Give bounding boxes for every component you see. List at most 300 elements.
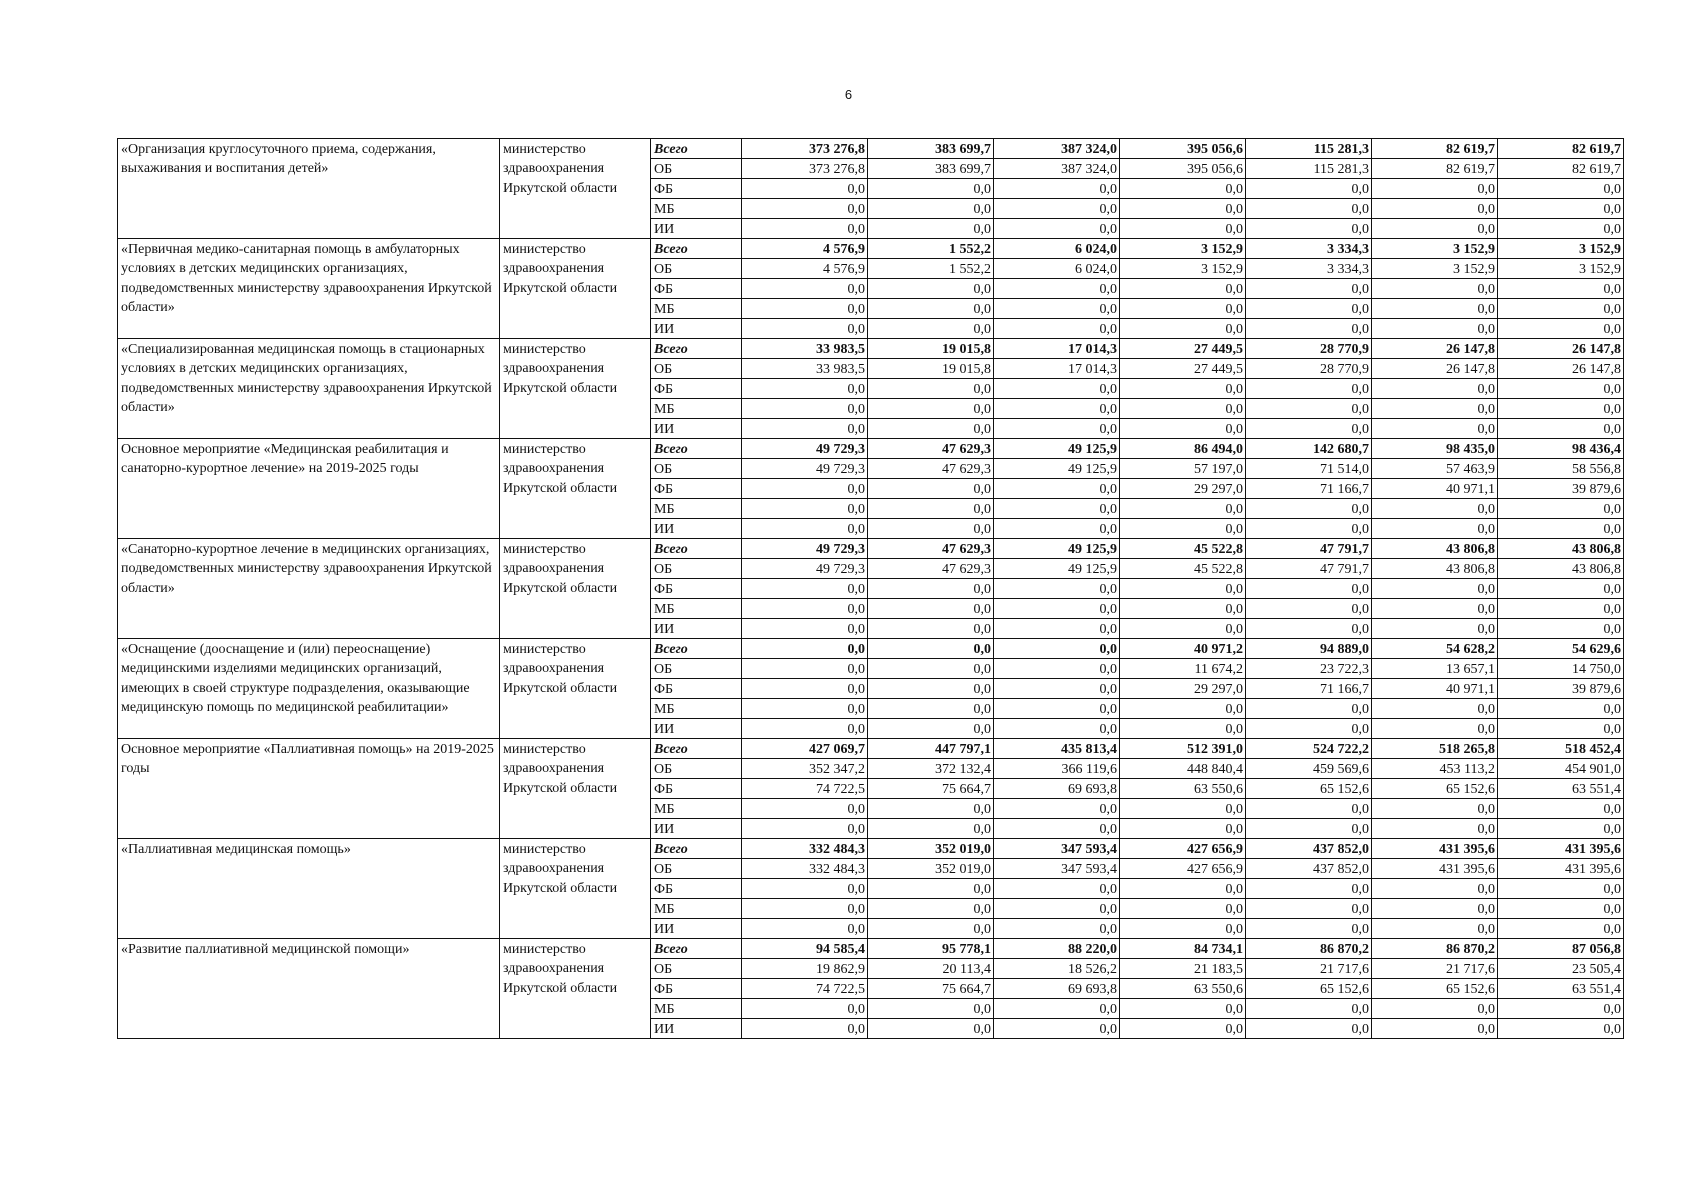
table-row xyxy=(118,839,1624,859)
funding-source: ФБ xyxy=(651,779,742,799)
amount-cell: 0,0 xyxy=(1246,699,1372,719)
amount-cell: 0,0 xyxy=(868,379,994,399)
funding-source: ИИ xyxy=(651,219,742,239)
funding-source: Всего xyxy=(651,339,742,359)
executor-name: министерство здравоохранения Иркутской области xyxy=(500,339,651,439)
amount-cell: 0,0 xyxy=(1246,619,1372,639)
amount-cell: 0,0 xyxy=(1372,519,1498,539)
amount-cell: 0,0 xyxy=(742,179,868,199)
amount-cell: 45 522,8 xyxy=(1120,559,1246,579)
amount-cell: 0,0 xyxy=(742,499,868,519)
budget-table-body xyxy=(118,139,1624,1039)
funding-source: МБ xyxy=(651,399,742,419)
amount-cell: 0,0 xyxy=(994,479,1120,499)
amount-cell: 49 729,3 xyxy=(742,439,868,459)
amount-cell: 524 722,2 xyxy=(1246,739,1372,759)
amount-cell: 0,0 xyxy=(1498,719,1624,739)
amount-cell: 71 514,0 xyxy=(1246,459,1372,479)
amount-cell: 0,0 xyxy=(1120,879,1246,899)
funding-source: ОБ xyxy=(651,259,742,279)
amount-cell: 0,0 xyxy=(1498,199,1624,219)
amount-cell: 0,0 xyxy=(868,899,994,919)
amount-cell: 0,0 xyxy=(1120,379,1246,399)
amount-cell: 0,0 xyxy=(994,719,1120,739)
funding-source: Всего xyxy=(651,939,742,959)
funding-source: МБ xyxy=(651,699,742,719)
amount-cell: 0,0 xyxy=(868,639,994,659)
event-name: Основное мероприятие «Паллиативная помощь» на 2019-2025 годы xyxy=(118,739,500,839)
funding-source: ОБ xyxy=(651,659,742,679)
event-name: «Развитие паллиативной медицинской помощи» xyxy=(118,939,500,1039)
amount-cell: 3 334,3 xyxy=(1246,239,1372,259)
amount-cell: 0,0 xyxy=(1120,299,1246,319)
funding-source: Всего xyxy=(651,539,742,559)
amount-cell: 71 166,7 xyxy=(1246,679,1372,699)
amount-cell: 0,0 xyxy=(1120,819,1246,839)
amount-cell: 0,0 xyxy=(994,299,1120,319)
amount-cell: 49 125,9 xyxy=(994,559,1120,579)
amount-cell: 0,0 xyxy=(742,419,868,439)
funding-source: ИИ xyxy=(651,319,742,339)
amount-cell: 0,0 xyxy=(1498,699,1624,719)
funding-source: Всего xyxy=(651,639,742,659)
amount-cell: 47 629,3 xyxy=(868,439,994,459)
amount-cell: 0,0 xyxy=(1498,919,1624,939)
amount-cell: 0,0 xyxy=(1246,719,1372,739)
amount-cell: 0,0 xyxy=(1246,179,1372,199)
amount-cell: 0,0 xyxy=(868,419,994,439)
amount-cell: 0,0 xyxy=(994,879,1120,899)
amount-cell: 0,0 xyxy=(1120,899,1246,919)
amount-cell: 82 619,7 xyxy=(1372,139,1498,159)
amount-cell: 4 576,9 xyxy=(742,239,868,259)
funding-source: ФБ xyxy=(651,379,742,399)
amount-cell: 49 125,9 xyxy=(994,459,1120,479)
amount-cell: 0,0 xyxy=(1120,619,1246,639)
amount-cell: 0,0 xyxy=(994,679,1120,699)
amount-cell: 94 889,0 xyxy=(1246,639,1372,659)
funding-source: ИИ xyxy=(651,719,742,739)
amount-cell: 431 395,6 xyxy=(1372,839,1498,859)
amount-cell: 65 152,6 xyxy=(1246,979,1372,999)
funding-source: ИИ xyxy=(651,1019,742,1039)
amount-cell: 352 347,2 xyxy=(742,759,868,779)
amount-cell: 0,0 xyxy=(1120,319,1246,339)
amount-cell: 395 056,6 xyxy=(1120,159,1246,179)
amount-cell: 431 395,6 xyxy=(1498,859,1624,879)
funding-source: ОБ xyxy=(651,859,742,879)
amount-cell: 0,0 xyxy=(1246,599,1372,619)
amount-cell: 0,0 xyxy=(868,579,994,599)
amount-cell: 43 806,8 xyxy=(1498,559,1624,579)
amount-cell: 74 722,5 xyxy=(742,779,868,799)
amount-cell: 435 813,4 xyxy=(994,739,1120,759)
amount-cell: 115 281,3 xyxy=(1246,139,1372,159)
funding-source: МБ xyxy=(651,599,742,619)
amount-cell: 0,0 xyxy=(1498,399,1624,419)
amount-cell: 0,0 xyxy=(868,919,994,939)
amount-cell: 74 722,5 xyxy=(742,979,868,999)
amount-cell: 47 629,3 xyxy=(868,559,994,579)
amount-cell: 0,0 xyxy=(994,199,1120,219)
amount-cell: 0,0 xyxy=(742,319,868,339)
amount-cell: 98 435,0 xyxy=(1372,439,1498,459)
amount-cell: 0,0 xyxy=(1498,299,1624,319)
amount-cell: 0,0 xyxy=(868,879,994,899)
event-name: «Первичная медико-санитарная помощь в амбулаторных условиях в детских медицинских организациях, подведомственных министерству здравоохранения Иркутской области» xyxy=(118,239,500,339)
amount-cell: 0,0 xyxy=(994,579,1120,599)
amount-cell: 47 791,7 xyxy=(1246,559,1372,579)
amount-cell: 0,0 xyxy=(742,719,868,739)
funding-source: ФБ xyxy=(651,279,742,299)
amount-cell: 352 019,0 xyxy=(868,839,994,859)
amount-cell: 0,0 xyxy=(1246,299,1372,319)
table-row xyxy=(118,939,1624,959)
amount-cell: 43 806,8 xyxy=(1372,559,1498,579)
amount-cell: 0,0 xyxy=(1246,379,1372,399)
amount-cell: 0,0 xyxy=(1246,519,1372,539)
amount-cell: 0,0 xyxy=(994,399,1120,419)
amount-cell: 19 015,8 xyxy=(868,339,994,359)
amount-cell: 142 680,7 xyxy=(1246,439,1372,459)
amount-cell: 366 119,6 xyxy=(994,759,1120,779)
table-row xyxy=(118,739,1624,759)
amount-cell: 84 734,1 xyxy=(1120,939,1246,959)
amount-cell: 0,0 xyxy=(1120,419,1246,439)
amount-cell: 0,0 xyxy=(1372,279,1498,299)
amount-cell: 0,0 xyxy=(1372,699,1498,719)
amount-cell: 33 983,5 xyxy=(742,359,868,379)
amount-cell: 43 806,8 xyxy=(1372,539,1498,559)
amount-cell: 3 152,9 xyxy=(1498,239,1624,259)
amount-cell: 63 550,6 xyxy=(1120,779,1246,799)
amount-cell: 0,0 xyxy=(742,639,868,659)
amount-cell: 0,0 xyxy=(1372,919,1498,939)
amount-cell: 3 152,9 xyxy=(1120,259,1246,279)
amount-cell: 87 056,8 xyxy=(1498,939,1624,959)
executor-name: министерство здравоохранения Иркутской области xyxy=(500,439,651,539)
amount-cell: 0,0 xyxy=(1372,379,1498,399)
amount-cell: 0,0 xyxy=(868,299,994,319)
funding-source: ОБ xyxy=(651,759,742,779)
amount-cell: 40 971,1 xyxy=(1372,679,1498,699)
funding-source: Всего xyxy=(651,239,742,259)
amount-cell: 0,0 xyxy=(1120,999,1246,1019)
amount-cell: 57 197,0 xyxy=(1120,459,1246,479)
event-name: Основное мероприятие «Медицинская реабилитация и санаторно-курортное лечение» на 2019-2025 годы xyxy=(118,439,500,539)
amount-cell: 0,0 xyxy=(1246,879,1372,899)
funding-source: МБ xyxy=(651,299,742,319)
amount-cell: 0,0 xyxy=(1120,499,1246,519)
amount-cell: 82 619,7 xyxy=(1498,159,1624,179)
amount-cell: 0,0 xyxy=(868,279,994,299)
amount-cell: 0,0 xyxy=(1120,219,1246,239)
amount-cell: 21 717,6 xyxy=(1372,959,1498,979)
amount-cell: 21 183,5 xyxy=(1120,959,1246,979)
amount-cell: 512 391,0 xyxy=(1120,739,1246,759)
amount-cell: 0,0 xyxy=(1372,819,1498,839)
amount-cell: 27 449,5 xyxy=(1120,339,1246,359)
amount-cell: 33 983,5 xyxy=(742,339,868,359)
amount-cell: 0,0 xyxy=(742,579,868,599)
funding-source: ОБ xyxy=(651,459,742,479)
amount-cell: 0,0 xyxy=(1246,399,1372,419)
amount-cell: 19 862,9 xyxy=(742,959,868,979)
amount-cell: 17 014,3 xyxy=(994,359,1120,379)
amount-cell: 69 693,8 xyxy=(994,779,1120,799)
amount-cell: 0,0 xyxy=(1246,1019,1372,1039)
amount-cell: 63 551,4 xyxy=(1498,779,1624,799)
funding-source: ИИ xyxy=(651,619,742,639)
funding-source: ОБ xyxy=(651,159,742,179)
amount-cell: 58 556,8 xyxy=(1498,459,1624,479)
executor-name: министерство здравоохранения Иркутской области xyxy=(500,239,651,339)
amount-cell: 29 297,0 xyxy=(1120,679,1246,699)
amount-cell: 63 550,6 xyxy=(1120,979,1246,999)
funding-source: Всего xyxy=(651,139,742,159)
amount-cell: 86 870,2 xyxy=(1246,939,1372,959)
amount-cell: 0,0 xyxy=(994,999,1120,1019)
executor-name: министерство здравоохранения Иркутской области xyxy=(500,939,651,1039)
amount-cell: 0,0 xyxy=(742,699,868,719)
table-row xyxy=(118,339,1624,359)
amount-cell: 19 015,8 xyxy=(868,359,994,379)
amount-cell: 43 806,8 xyxy=(1498,539,1624,559)
amount-cell: 0,0 xyxy=(994,179,1120,199)
amount-cell: 88 220,0 xyxy=(994,939,1120,959)
amount-cell: 0,0 xyxy=(1372,879,1498,899)
amount-cell: 0,0 xyxy=(742,299,868,319)
amount-cell: 0,0 xyxy=(994,219,1120,239)
amount-cell: 373 276,8 xyxy=(742,159,868,179)
amount-cell: 40 971,1 xyxy=(1372,479,1498,499)
amount-cell: 332 484,3 xyxy=(742,859,868,879)
amount-cell: 0,0 xyxy=(868,999,994,1019)
amount-cell: 0,0 xyxy=(1372,619,1498,639)
amount-cell: 383 699,7 xyxy=(868,139,994,159)
amount-cell: 437 852,0 xyxy=(1246,859,1372,879)
amount-cell: 0,0 xyxy=(868,719,994,739)
amount-cell: 372 132,4 xyxy=(868,759,994,779)
amount-cell: 18 526,2 xyxy=(994,959,1120,979)
amount-cell: 13 657,1 xyxy=(1372,659,1498,679)
event-name: «Специализированная медицинская помощь в стационарных условиях в детских медицинских организациях, подведомственных министерству здравоохранения Иркутской области» xyxy=(118,339,500,439)
amount-cell: 447 797,1 xyxy=(868,739,994,759)
amount-cell: 383 699,7 xyxy=(868,159,994,179)
funding-source: ФБ xyxy=(651,879,742,899)
funding-source: ФБ xyxy=(651,579,742,599)
amount-cell: 0,0 xyxy=(1498,599,1624,619)
amount-cell: 0,0 xyxy=(1246,419,1372,439)
amount-cell: 0,0 xyxy=(868,799,994,819)
amount-cell: 0,0 xyxy=(1246,999,1372,1019)
amount-cell: 347 593,4 xyxy=(994,839,1120,859)
funding-source: ФБ xyxy=(651,179,742,199)
amount-cell: 0,0 xyxy=(1246,799,1372,819)
amount-cell: 0,0 xyxy=(742,1019,868,1039)
amount-cell: 0,0 xyxy=(1372,899,1498,919)
amount-cell: 0,0 xyxy=(1246,319,1372,339)
amount-cell: 54 628,2 xyxy=(1372,639,1498,659)
amount-cell: 27 449,5 xyxy=(1120,359,1246,379)
amount-cell: 448 840,4 xyxy=(1120,759,1246,779)
amount-cell: 0,0 xyxy=(742,799,868,819)
amount-cell: 352 019,0 xyxy=(868,859,994,879)
amount-cell: 0,0 xyxy=(994,319,1120,339)
funding-source: ИИ xyxy=(651,919,742,939)
amount-cell: 4 576,9 xyxy=(742,259,868,279)
page-number: 6 xyxy=(844,87,853,102)
amount-cell: 14 750,0 xyxy=(1498,659,1624,679)
amount-cell: 0,0 xyxy=(1498,999,1624,1019)
amount-cell: 454 901,0 xyxy=(1498,759,1624,779)
amount-cell: 0,0 xyxy=(1498,799,1624,819)
amount-cell: 0,0 xyxy=(994,499,1120,519)
amount-cell: 0,0 xyxy=(742,919,868,939)
amount-cell: 0,0 xyxy=(1372,599,1498,619)
event-name: «Санаторно-курортное лечение в медицинских организациях, подведомственных министерству здравоохранения Иркутской области» xyxy=(118,539,500,639)
amount-cell: 0,0 xyxy=(742,819,868,839)
amount-cell: 1 552,2 xyxy=(868,239,994,259)
amount-cell: 0,0 xyxy=(994,379,1120,399)
amount-cell: 0,0 xyxy=(994,639,1120,659)
amount-cell: 0,0 xyxy=(742,899,868,919)
amount-cell: 47 791,7 xyxy=(1246,539,1372,559)
amount-cell: 54 629,6 xyxy=(1498,639,1624,659)
amount-cell: 0,0 xyxy=(868,399,994,419)
amount-cell: 6 024,0 xyxy=(994,259,1120,279)
amount-cell: 0,0 xyxy=(1372,499,1498,519)
amount-cell: 0,0 xyxy=(994,279,1120,299)
amount-cell: 0,0 xyxy=(994,519,1120,539)
table-row xyxy=(118,539,1624,559)
amount-cell: 0,0 xyxy=(742,599,868,619)
amount-cell: 0,0 xyxy=(1120,519,1246,539)
funding-source: МБ xyxy=(651,899,742,919)
funding-source: ИИ xyxy=(651,419,742,439)
amount-cell: 437 852,0 xyxy=(1246,839,1372,859)
amount-cell: 23 722,3 xyxy=(1246,659,1372,679)
amount-cell: 63 551,4 xyxy=(1498,979,1624,999)
amount-cell: 26 147,8 xyxy=(1372,339,1498,359)
amount-cell: 0,0 xyxy=(1372,219,1498,239)
amount-cell: 0,0 xyxy=(1372,419,1498,439)
amount-cell: 0,0 xyxy=(1498,619,1624,639)
amount-cell: 0,0 xyxy=(1498,499,1624,519)
amount-cell: 0,0 xyxy=(742,479,868,499)
amount-cell: 0,0 xyxy=(1120,799,1246,819)
funding-source: ИИ xyxy=(651,519,742,539)
amount-cell: 3 152,9 xyxy=(1372,259,1498,279)
event-name: «Оснащение (дооснащение и (или) переоснащение) медицинскими изделиями медицинских организаций, имеющих в своей структуре подразделения, оказывающие медицинскую помощь по медицинской реабилитации» xyxy=(118,639,500,739)
event-name: «Паллиативная медицинская помощь» xyxy=(118,839,500,939)
amount-cell: 39 879,6 xyxy=(1498,479,1624,499)
amount-cell: 0,0 xyxy=(1498,899,1624,919)
amount-cell: 373 276,8 xyxy=(742,139,868,159)
amount-cell: 65 152,6 xyxy=(1372,979,1498,999)
amount-cell: 0,0 xyxy=(1372,319,1498,339)
amount-cell: 0,0 xyxy=(994,419,1120,439)
amount-cell: 0,0 xyxy=(1498,219,1624,239)
amount-cell: 49 729,3 xyxy=(742,539,868,559)
amount-cell: 518 265,8 xyxy=(1372,739,1498,759)
amount-cell: 3 152,9 xyxy=(1498,259,1624,279)
amount-cell: 0,0 xyxy=(1498,519,1624,539)
funding-source: ОБ xyxy=(651,959,742,979)
amount-cell: 115 281,3 xyxy=(1246,159,1372,179)
amount-cell: 1 552,2 xyxy=(868,259,994,279)
amount-cell: 26 147,8 xyxy=(1372,359,1498,379)
amount-cell: 0,0 xyxy=(994,659,1120,679)
amount-cell: 0,0 xyxy=(1372,299,1498,319)
amount-cell: 0,0 xyxy=(742,519,868,539)
amount-cell: 427 656,9 xyxy=(1120,839,1246,859)
amount-cell: 332 484,3 xyxy=(742,839,868,859)
amount-cell: 86 494,0 xyxy=(1120,439,1246,459)
amount-cell: 0,0 xyxy=(1120,279,1246,299)
amount-cell: 0,0 xyxy=(868,619,994,639)
amount-cell: 387 324,0 xyxy=(994,159,1120,179)
amount-cell: 0,0 xyxy=(1246,499,1372,519)
amount-cell: 3 152,9 xyxy=(1120,239,1246,259)
amount-cell: 0,0 xyxy=(1498,379,1624,399)
amount-cell: 21 717,6 xyxy=(1246,959,1372,979)
table-row xyxy=(118,239,1624,259)
amount-cell: 26 147,8 xyxy=(1498,339,1624,359)
amount-cell: 0,0 xyxy=(1372,579,1498,599)
amount-cell: 0,0 xyxy=(742,659,868,679)
amount-cell: 0,0 xyxy=(1246,899,1372,919)
amount-cell: 0,0 xyxy=(742,219,868,239)
amount-cell: 0,0 xyxy=(1120,179,1246,199)
amount-cell: 57 463,9 xyxy=(1372,459,1498,479)
amount-cell: 95 778,1 xyxy=(868,939,994,959)
amount-cell: 0,0 xyxy=(1120,579,1246,599)
amount-cell: 17 014,3 xyxy=(994,339,1120,359)
amount-cell: 98 436,4 xyxy=(1498,439,1624,459)
amount-cell: 0,0 xyxy=(994,1019,1120,1039)
amount-cell: 0,0 xyxy=(1372,799,1498,819)
amount-cell: 0,0 xyxy=(1372,999,1498,1019)
amount-cell: 0,0 xyxy=(868,479,994,499)
amount-cell: 0,0 xyxy=(868,679,994,699)
amount-cell: 0,0 xyxy=(742,679,868,699)
amount-cell: 0,0 xyxy=(868,519,994,539)
funding-source: ФБ xyxy=(651,679,742,699)
amount-cell: 75 664,7 xyxy=(868,979,994,999)
budget-table xyxy=(117,138,1624,1039)
amount-cell: 0,0 xyxy=(1498,879,1624,899)
amount-cell: 45 522,8 xyxy=(1120,539,1246,559)
funding-source: МБ xyxy=(651,999,742,1019)
executor-name: министерство здравоохранения Иркутской области xyxy=(500,139,651,239)
amount-cell: 0,0 xyxy=(1120,1019,1246,1039)
amount-cell: 0,0 xyxy=(1498,579,1624,599)
amount-cell: 65 152,6 xyxy=(1372,779,1498,799)
amount-cell: 0,0 xyxy=(1498,179,1624,199)
amount-cell: 0,0 xyxy=(1372,199,1498,219)
amount-cell: 0,0 xyxy=(1498,319,1624,339)
amount-cell: 347 593,4 xyxy=(994,859,1120,879)
amount-cell: 0,0 xyxy=(1246,219,1372,239)
amount-cell: 0,0 xyxy=(994,919,1120,939)
amount-cell: 0,0 xyxy=(994,699,1120,719)
amount-cell: 65 152,6 xyxy=(1246,779,1372,799)
amount-cell: 0,0 xyxy=(868,699,994,719)
amount-cell: 86 870,2 xyxy=(1372,939,1498,959)
amount-cell: 387 324,0 xyxy=(994,139,1120,159)
table-row xyxy=(118,439,1624,459)
